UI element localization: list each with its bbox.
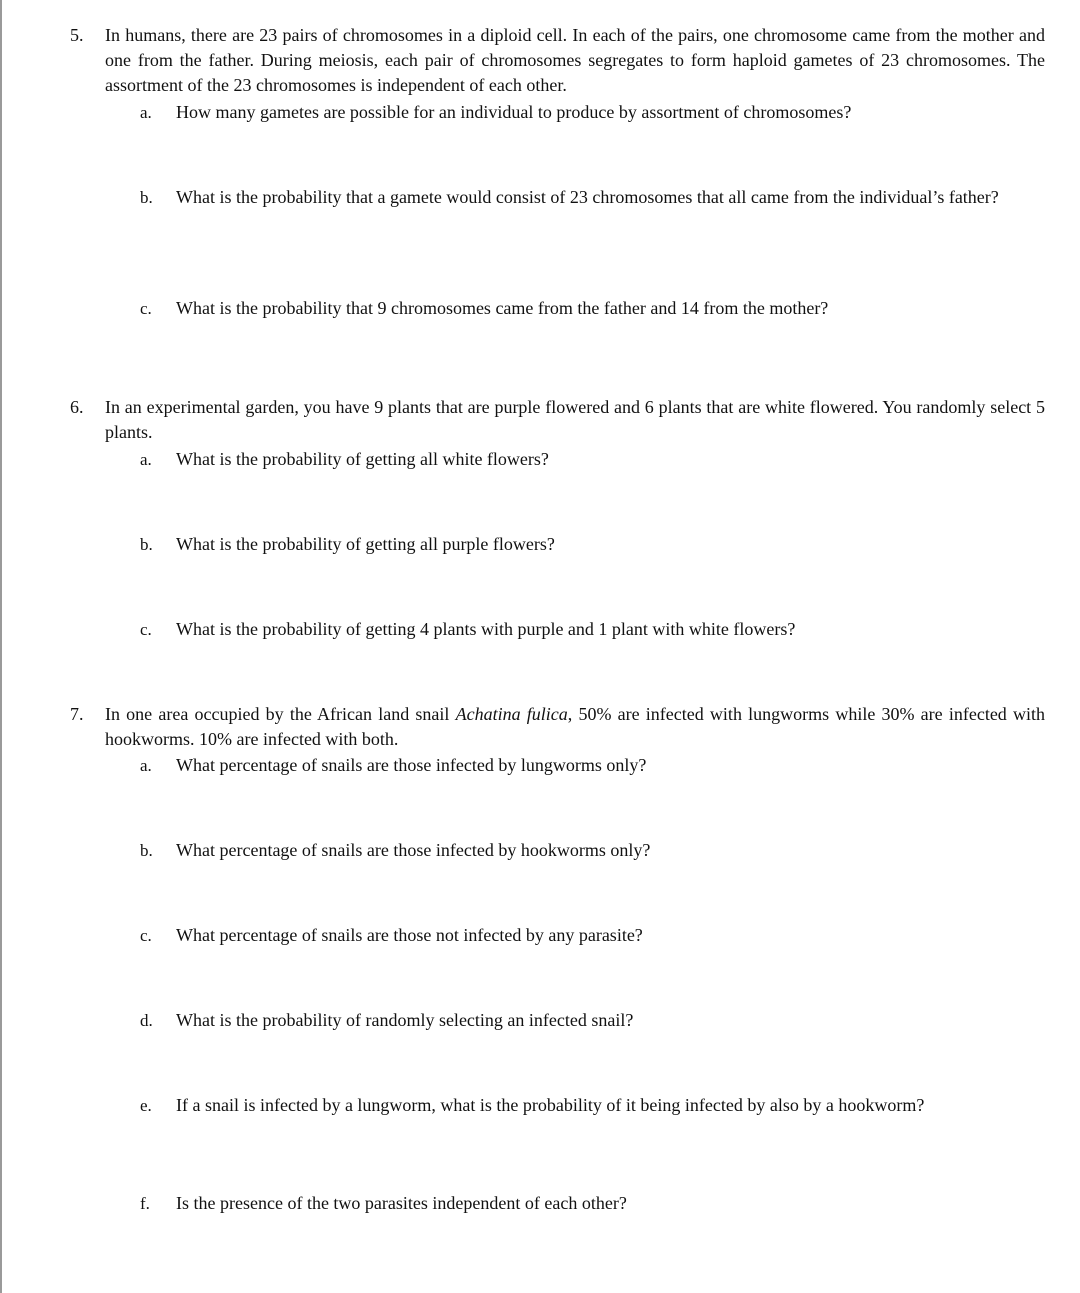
part-letter: b. <box>140 535 153 554</box>
part-letter: a. <box>140 756 152 775</box>
part-text: What is the probability of getting 4 plants with purple and 1 plant with white flowers? <box>176 619 796 639</box>
part-letter: a. <box>140 103 152 122</box>
part-text: What percentage of snails are those not infected by any parasite? <box>176 925 643 945</box>
part-letter: c. <box>140 620 152 639</box>
part-text: What is the probability of getting all purple flowers? <box>176 534 555 554</box>
question-text: In an experimental garden, you have 9 plants that are purple flowered and 6 plants that are white flowered. You randomly select 5 plants. <box>105 397 1045 442</box>
part-letter: f. <box>140 1194 150 1213</box>
part-text: What percentage of snails are those infected by hookworms only? <box>176 840 651 860</box>
part-text: What percentage of snails are those infected by lungworms only? <box>176 755 647 775</box>
question-number: 6. <box>70 397 84 417</box>
part-text: Is the presence of the two parasites independent of each other? <box>176 1193 627 1213</box>
part-letter: b. <box>140 841 153 860</box>
part-letter: c. <box>140 926 152 945</box>
part-letter: d. <box>140 1011 153 1030</box>
question-number: 5. <box>70 25 84 45</box>
part-letter: b. <box>140 188 153 207</box>
question-text: In humans, there are 23 pairs of chromosomes in a diploid cell. In each of the pairs, one chromosome came from the mother and one from the father. During meiosis, each pair of chromosomes segregates to form haploid gametes of 23 chromosomes. The assortment of the 23 chromosomes is independent of each other. <box>105 25 1045 95</box>
part-text: What is the probability of getting all white flowers? <box>176 449 549 469</box>
question-text-tail: , 50% are infected with lungworms while 30% are infected with hookworms. 10% are infected with both. <box>105 704 1045 749</box>
question-text-lead: In one area occupied by the African land snail <box>105 704 456 724</box>
part-text: What is the probability of randomly selecting an infected snail? <box>176 1010 634 1030</box>
part-text: What is the probability that 9 chromosomes came from the father and 14 from the mother? <box>176 298 829 318</box>
part-text: What is the probability that a gamete would consist of 23 chromosomes that all came from the individual’s father? <box>176 187 999 207</box>
part-text: How many gametes are possible for an individual to produce by assortment of chromosomes? <box>176 102 852 122</box>
page-left-edge <box>0 0 2 1293</box>
species-name: Achatina fulica <box>455 704 568 724</box>
part-text: If a snail is infected by a lungworm, what is the probability of it being infected by also by a hookworm? <box>176 1095 925 1115</box>
part-letter: a. <box>140 450 152 469</box>
question-number: 7. <box>70 704 84 724</box>
part-letter: c. <box>140 299 152 318</box>
question-text <box>105 702 1045 752</box>
part-letter: e. <box>140 1096 152 1115</box>
